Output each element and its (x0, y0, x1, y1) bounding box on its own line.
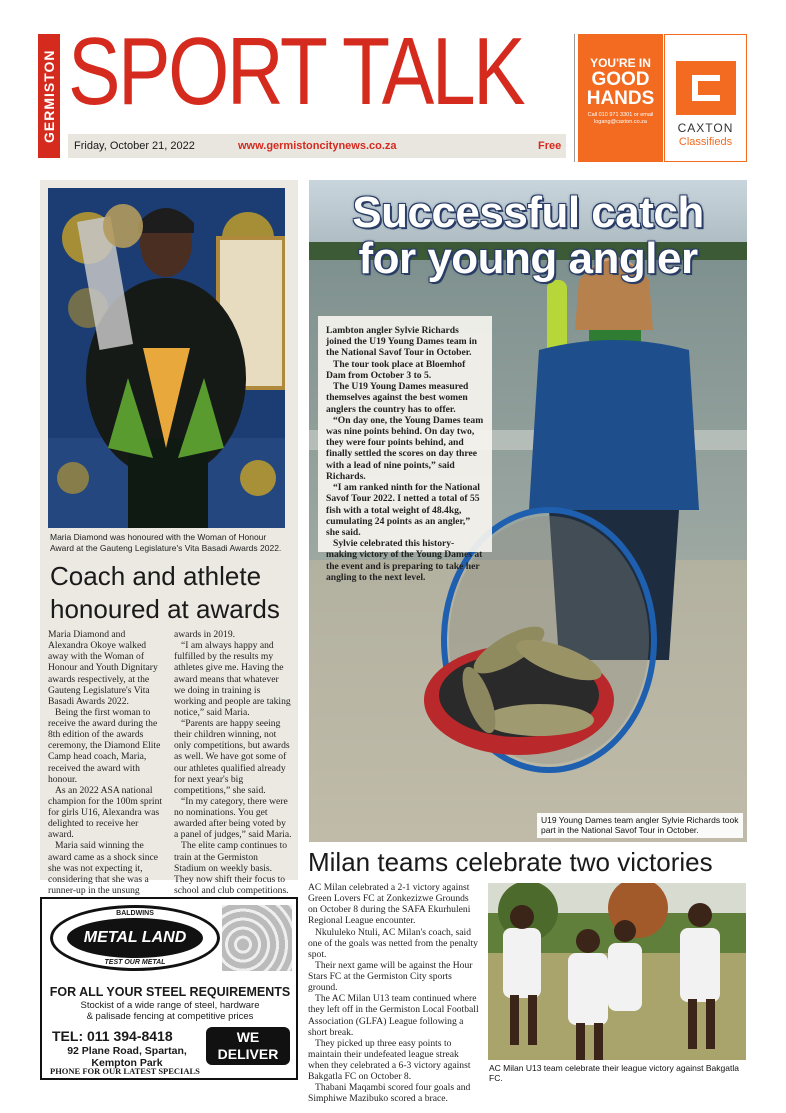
milan-paragraph: Nkululeko Ntuli, AC Milan's coach, said one of the goals was netted from the penalty spot. (308, 926, 478, 960)
coach-paragraph: “I am always happy and fulfilled by the results my athletes give me. Having the award means that whatever we doing in training is working and people are taking notice,” said Maria. (174, 640, 291, 718)
issue-date: Friday, October 21, 2022 (74, 140, 195, 152)
steel-headline: FOR ALL YOUR STEEL REQUIREMENTS (49, 985, 291, 999)
we-deliver-badge (206, 1027, 290, 1065)
caxton-logo-box[interactable] (664, 34, 747, 162)
catch-paragraph: “I am ranked ninth for the National Savof Tour 2022. I netted a total of 55 fish with a total weight of 48.4kg, cumulating 24 points as an angler,” she said. (326, 482, 480, 538)
masthead-title: SPORT TALK (68, 18, 524, 125)
caxton-brand: CAXTON (677, 121, 734, 135)
ad-line-1: YOU'RE IN (590, 56, 651, 70)
caxton-logo-icon (676, 61, 736, 115)
catch-paragraph: “On day one, the Young Dames team was nine points behind. On day two, they were four points behind, and finally settled the scores on day three with a lead of nine points,” said Richards. (326, 414, 484, 482)
steel-pipes-image (222, 905, 292, 971)
price-label: Free (538, 140, 562, 152)
coach-story-column-2 (174, 629, 292, 896)
milan-photo-caption: AC Milan U13 team celebrate their league victory against Bakgatla FC. (489, 1063, 739, 1084)
milan-team-photo (488, 883, 746, 1060)
metal-land-ad[interactable] (40, 897, 298, 1080)
steel-line-2: & palisade fencing at competitive prices (86, 1010, 254, 1022)
catch-paragraph: The tour took place at Bloemhof Dam from October 3 to 5. (326, 358, 466, 381)
coach-paragraph: Maria Diamond and Alexandra Okoye walked away with the Woman of Honour and Youth Dignitary awards respectively, at the Gauteng Legislature's Vita Basadi Awards 2022. (48, 629, 158, 707)
catch-paragraph: Lambton angler Sylvie Richards joined the U19 Young Dames team in the National Savof Tour in October. (326, 325, 478, 359)
catch-story-headline: Successful catch for young angler (352, 188, 704, 284)
catch-paragraph: Sylvie celebrated this history-making victory of the Young Dames at the event and is preparing to take her angling to the next level. (326, 538, 483, 583)
catch-story-text-box (318, 316, 492, 583)
steel-description (48, 1001, 292, 1023)
deliver-line-2: DELIVER (217, 1046, 279, 1062)
ad-address-line-2: Kempton Park (91, 1056, 163, 1069)
milan-story-headline: Milan teams celebrate two victories (308, 847, 713, 877)
classifieds-ad-banner[interactable] (578, 34, 663, 162)
coach-story-headline: Coach and athlete honoured at awards (50, 561, 280, 624)
maria-photo-caption: Maria Diamond was honoured with the Woman of Honour Award at the Gauteng Legislature's Vita Basadi Awards 2022. (50, 532, 282, 553)
coach-paragraph: “Parents are happy seeing their children winning, not only competitions, but awards as well. We have got some of our athletes qualified already for next year's big competitions,” she said. (174, 718, 290, 796)
metal-land-tagline: TEST OUR METAL (104, 959, 166, 966)
metal-land-top-label: BALDWINS (116, 910, 154, 917)
coach-paragraph: Maria said winning the award came as a shock since she was not expecting it, considering that she was a runner-up in the unsung (48, 840, 159, 896)
milan-paragraph: Their next game will be against the Hour Stars FC at the Germiston City sports ground. (308, 959, 473, 994)
dateline-bar (68, 134, 566, 158)
milan-paragraph: Thabani Maqambi scored four goals and Simphiwe Mazibuko scored a brace. (308, 1082, 471, 1105)
steel-line-1: Stockist of a wide range of steel, hardware (80, 1000, 260, 1011)
website-link[interactable]: www.germistoncitynews.co.za (238, 140, 397, 152)
maria-diamond-photo (48, 188, 285, 528)
angler-photo-caption: U19 Young Dames team angler Sylvie Richards took part in the National Savof Tour in October. (537, 813, 743, 838)
milan-story-column (308, 882, 480, 1105)
milan-paragraph: AC Milan celebrated a 2-1 victory against Green Lovers FC at Zonkezizwe Grounds on October 8 during the SAFA Ekurhuleni Regional League encounter. (308, 882, 471, 927)
coach-paragraph: “In my category, there were no nominations. You get awarded after being voted by a panel of judges,” said Maria. (174, 795, 292, 841)
coach-paragraph: Being the first woman to receive the award during the 8th edition of the awards ceremony, the Diamond Elite Camp head coach, Maria, received the award with honour. (48, 706, 161, 785)
ad-contact-2: logang@caxton.co.za (594, 118, 647, 125)
coach-paragraph: As an 2022 ASA national champion for the 100m sprint for girls U16, Alexandra was delighted to receive her award. (48, 784, 163, 841)
ad-contact-1: Call 010 971 3301 or email (587, 112, 654, 118)
ad-line-3: HANDS (586, 88, 655, 109)
ad-phone-number[interactable]: TEL: 011 394-8418 (52, 1028, 173, 1044)
catch-paragraph: The U19 Young Dames measured themselves against the best women anglers the country has to offer. (326, 381, 469, 415)
masthead-divider (574, 34, 575, 162)
coach-paragraph: The elite camp continues to train at the Germiston Stadium on weekly basis. They now shift their focus to school and club competitions. (174, 840, 289, 896)
coach-story-column-1 (48, 629, 166, 907)
milan-paragraph: They picked up three easy points to maintain their undefeated league streak when they celebrated a 6-3 victory against Bakgatla FC on October 8. (308, 1037, 471, 1083)
masthead-location-label: GERMISTON (38, 34, 60, 158)
coach-paragraph: awards in 2019. (174, 629, 236, 640)
metal-land-logo-text: METAL LAND (67, 918, 203, 958)
ad-line-2: GOOD (591, 69, 650, 90)
milan-paragraph: The AC Milan U13 team continued where they left off in the Germiston Local Football Association (GLFA) League following a short break. (308, 993, 479, 1038)
ad-address-line-1: 92 Plane Road, Spartan, (67, 1045, 187, 1057)
ad-footer: PHONE FOR OUR LATEST SPECIALS (50, 1066, 200, 1076)
metal-land-logo (50, 905, 220, 971)
deliver-line-1: WE (236, 1029, 260, 1045)
caxton-brand-sub: Classifieds (678, 136, 733, 148)
